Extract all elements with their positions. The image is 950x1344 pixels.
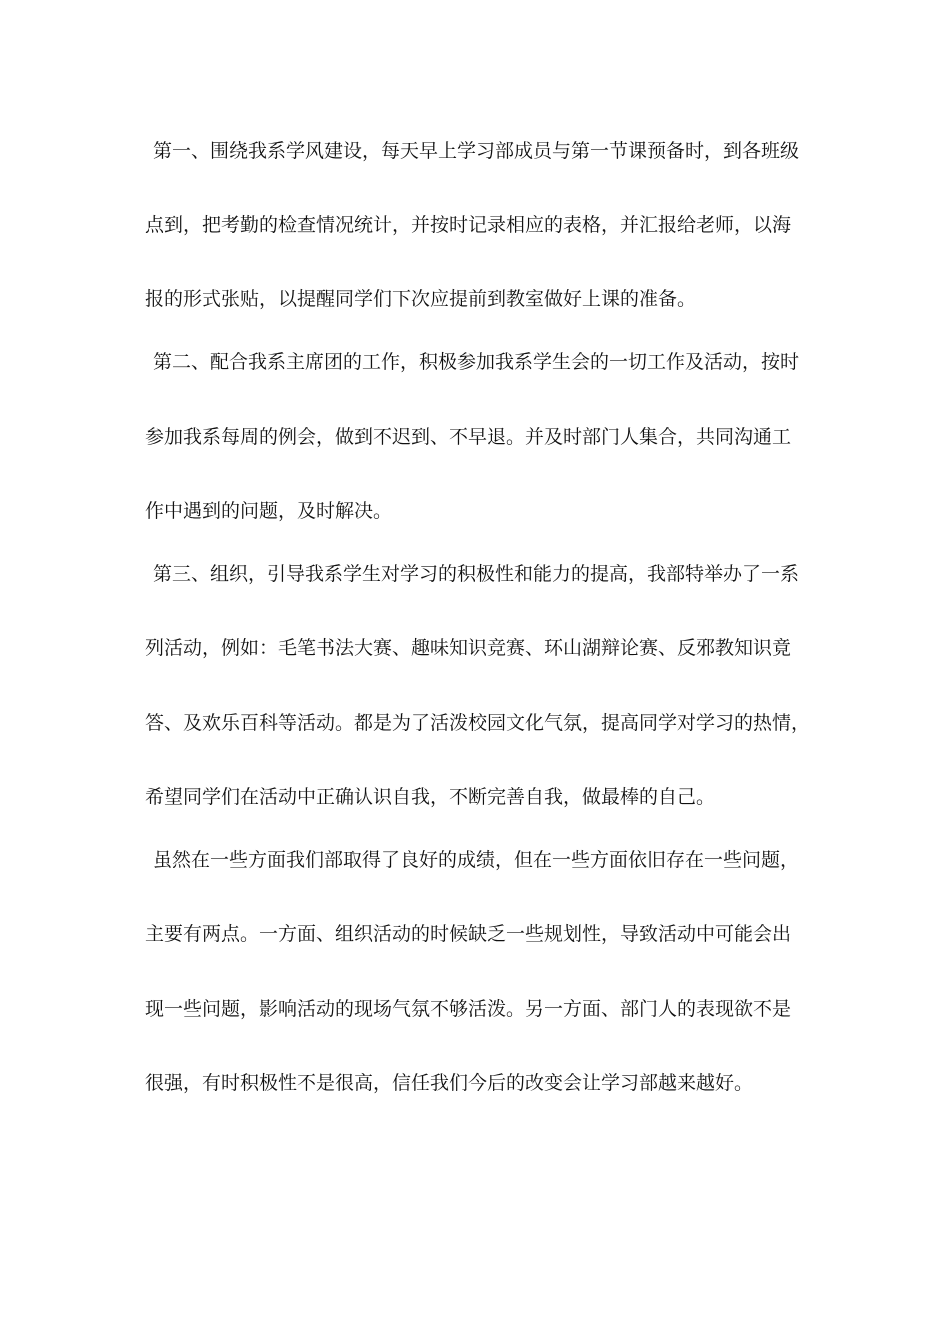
text-line: 报的形式张贴，以提醒同学们下次应提前到教室做好上课的准备。 [145,288,697,310]
text-line: 第一、围绕我系学风建设，每天早上学习部成员与第一节课预备时，到各班级 [153,140,800,162]
text-line: 第三、组织，引导我系学生对学习的积极性和能力的提高，我部特举办了一系 [153,563,800,585]
text-line: 主要有两点。一方面、组织活动的时候缺乏一些规划性，导致活动中可能会出 [145,923,792,945]
text-line: 点到，把考勤的检查情况统计，并按时记录相应的表格，并汇报给老师，以海 [145,214,792,236]
text-line: 答、及欢乐百科等活动。都是为了活泼校园文化气氛，提高同学对学习的热情， [145,712,811,734]
text-line: 虽然在一些方面我们部取得了良好的成绩，但在一些方面依旧存在一些问题， [153,849,800,871]
text-line: 参加我系每周的例会，做到不迟到、不早退。并及时部门人集合，共同沟通工 [145,426,792,448]
text-line: 列活动，例如：毛笔书法大赛、趣味知识竞赛、环山湖辩论赛、反邪教知识竟 [145,637,792,659]
text-line: 第二、配合我系主席团的工作，积极参加我系学生会的一切工作及活动，按时 [153,351,800,373]
text-line: 希望同学们在活动中正确认识自我，不断完善自我，做最棒的自己。 [145,786,716,808]
text-line: 很强，有时积极性不是很高，信任我们今后的改变会让学习部越来越好。 [145,1072,754,1094]
text-line: 作中遇到的问题，及时解决。 [145,500,393,522]
text-line: 现一些问题，影响活动的现场气氛不够活泼。另一方面、部门人的表现欲不是 [145,998,792,1020]
